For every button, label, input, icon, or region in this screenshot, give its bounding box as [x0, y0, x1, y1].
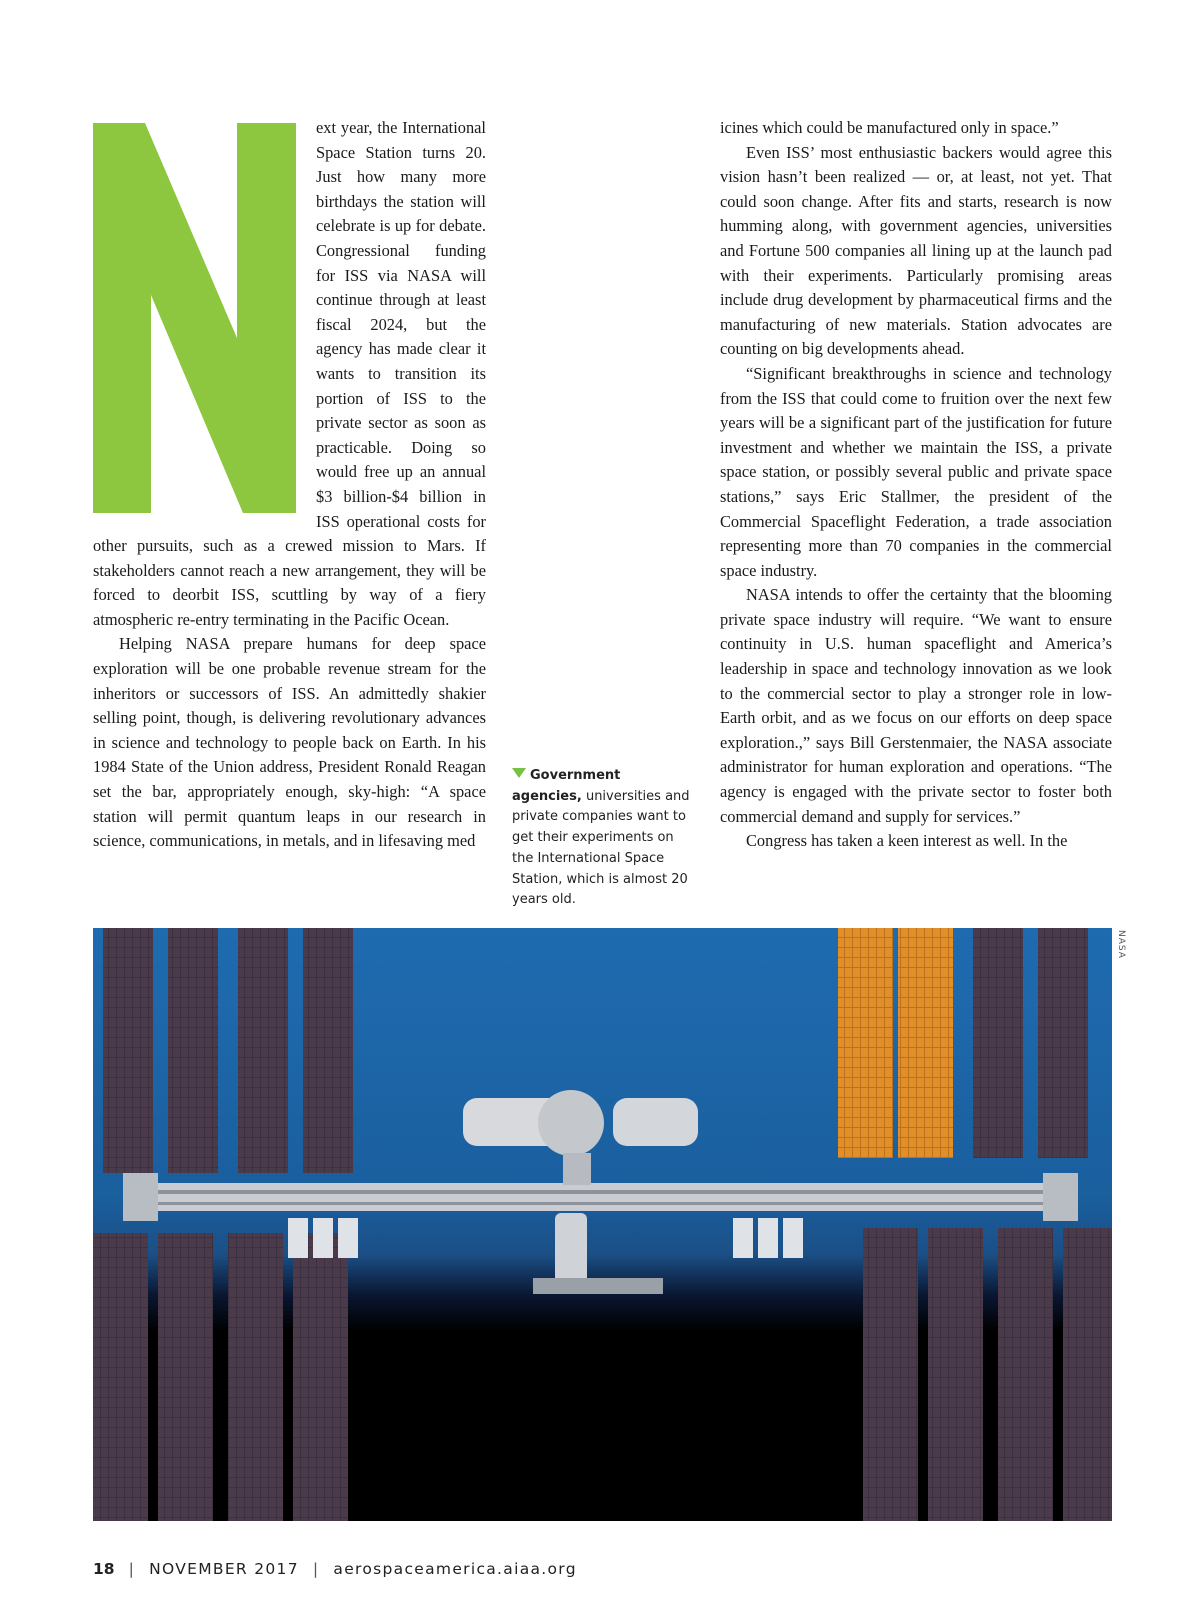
caption-text: universities and private companies want to get their experiments on the International Space Station, which is almost 20 years old.: [512, 788, 690, 908]
paragraph-5: NASA intends to offer the certainty that the blooming private space industry will require. “We want to ensure continuity in U.S. human spaceflight and America’s leadership in space and technology innovation as we look to the commercial sector to play a stronger role in low-Earth orbit, and as we focus on our efforts on deep space exploration.,” says Bill Gerstenmaier, the NASA associate administrator for human exploration and operations. “The agency is engaged with the private sector to foster both commercial demand and supply for services.”: [720, 585, 1112, 826]
iss-photo: [93, 928, 1112, 1521]
triangle-down-icon: [512, 768, 526, 778]
page-footer: [93, 1560, 577, 1584]
footer-separator: |: [312, 1560, 320, 1578]
footer-separator: |: [128, 1560, 136, 1578]
drop-cap-shape: [93, 123, 296, 513]
article-column-left: [93, 116, 486, 854]
issue-date: NOVEMBER 2017: [149, 1560, 299, 1578]
article-column-right: [720, 116, 1112, 854]
paragraph-4: “Significant breakthroughs in science and technology from the ISS that could come to fruition over the next few years will be a significant part of the justification for future investment and whether we maintain the ISS, a private space station, or possibly several public and private space stations,” says Eric Stallmer, the president of the Commercial Spaceflight Federation, a trade association representing more than 70 companies in the commercial space industry.: [720, 363, 1112, 580]
photo-caption: [512, 766, 692, 911]
paragraph-6: Congress has taken a keen interest as well. In the: [746, 831, 1068, 851]
paragraph-continued: icines which could be manufactured only in space.”: [720, 118, 1059, 137]
caption-lead: Government agencies,: [512, 768, 621, 804]
page-number: 18: [93, 1560, 115, 1578]
drop-cap-letter: [93, 123, 296, 513]
photo-credit: NASA: [1116, 930, 1126, 959]
paragraph-intro: ext year, the International Space Station turns 20. Just how many more birthdays the station will celebrate is up for debate. Congressional funding for ISS via NASA will continue through at least fiscal 2024, but the agency has made clear it wants to transition its portion of ISS to the private sector as soon as practicable. Doing so would free up an annual $3 billion-$4 billion in ISS operational costs for other pursuits, such as a crewed mission to Mars. If stakeholders cannot reach a new arrangement, they will be forced to deorbit ISS, scuttling by way of a fiery atmospheric re-entry terminating in the Pacific Ocean.: [93, 118, 486, 629]
website-link[interactable]: aerospaceamerica.aiaa.org: [333, 1560, 577, 1578]
paragraph-2: Helping NASA prepare humans for deep space exploration will be one probable revenue stream for the inheritors or successors of ISS. An admittedly shakier selling point, though, is delivering revolutionary advances in science and technology to people back on Earth. In his 1984 State of the Union address, President Ronald Reagan set the bar, appropriately enough, sky-high: “A space station will permit quantum leaps in our research in science, communications, in metals, and in lifesaving med: [93, 634, 486, 851]
paragraph-3: Even ISS’ most enthusiastic backers would agree this vision hasn’t been realized — or, at least, not yet. That could soon change. After fits and starts, research is now humming along, with government agencies, universities and Fortune 500 companies all lining up at the launch pad with their experiments. Particularly promising areas include drug development by pharmaceutical firms and the manufacturing of new materials. Station advocates are counting on big developments ahead.: [720, 142, 1112, 359]
